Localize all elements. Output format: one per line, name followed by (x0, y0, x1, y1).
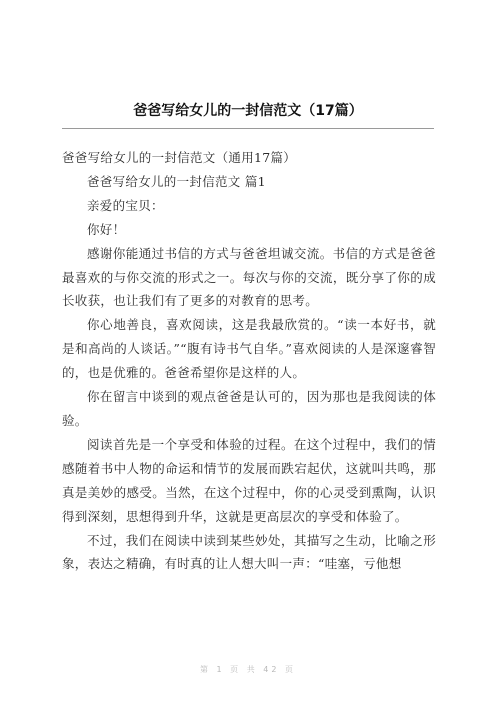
paragraph: 不过，我们在阅读中读到某些妙处，其描写之生动，比喻之形象，表达之精确，有时真的让人想大叫一声：“哇塞，亏他想 (62, 532, 436, 572)
title-divider (62, 128, 434, 129)
paragraph: 你好！ (87, 221, 126, 237)
paragraph: 你心地善良，喜欢阅读，这是我最欣赏的。“读一本好书，就是和高尚的人谈话。”“腹有诗书气自华。”喜欢阅读的人是深邃睿智的，也是优雅的。爸爸希望你是这样的人。 (62, 317, 436, 381)
paragraph: 感谢你能通过书信的方式与爸爸坦诚交流。书信的方式是爸爸最喜欢的与你交流的形式之一。每次与你的交流，既分享了你的成长收获，也让我们有了更多的对教育的思考。 (62, 245, 436, 309)
paragraph: 阅读首先是一个享受和体验的过程。在这个过程中，我们的情感随着书中人物的命运和情节的发展而跌宕起伏，这就叫共鸣，那真是美妙的感受。当然，在这个过程中，你的心灵受到熏陶，认识得到深刻，思想得到升华，这就是更高层次的享受和体验了。 (62, 436, 436, 524)
paragraph: 你在留言中谈到的观点爸爸是认可的，因为那也是我阅读的体验。 (62, 389, 436, 428)
paragraph: 爸爸写给女儿的一封信范文（通用17篇） (62, 150, 297, 165)
paragraph: 亲爱的宝贝： (87, 197, 164, 213)
paragraph: 爸爸写给女儿的一封信范文 篇1 (87, 173, 266, 189)
page-number-footer: 第 1 页 共 42 页 (200, 665, 296, 674)
document-title: 爸爸写给女儿的一封信范文（17篇） (133, 103, 363, 119)
document-body (62, 146, 436, 576)
